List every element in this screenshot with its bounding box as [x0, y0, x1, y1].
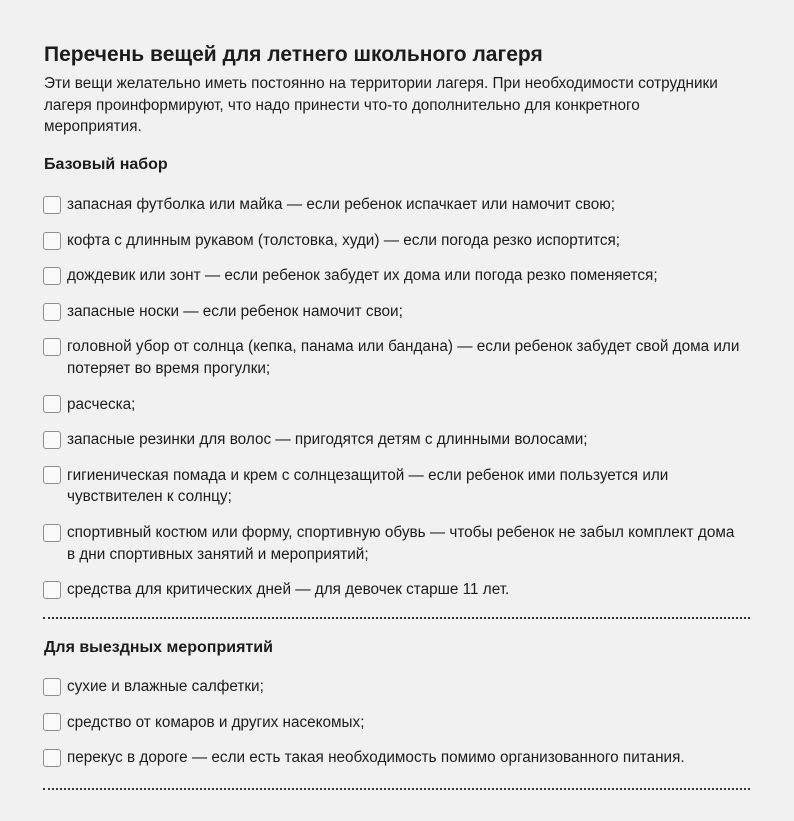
- checklist-item-text: сухие и влажные салфетки;: [67, 678, 264, 696]
- checkbox[interactable]: [43, 267, 61, 285]
- page-title: Перечень вещей для летнего школьного лагеря: [44, 43, 543, 66]
- checkbox[interactable]: [43, 524, 61, 542]
- checklist-item: [44, 747, 784, 769]
- checklist-item-text: средство от комаров и других насекомых;: [67, 713, 365, 731]
- checkbox[interactable]: [43, 749, 61, 767]
- checklist-item: [44, 265, 784, 287]
- checklist-item: [44, 429, 784, 451]
- checklist-item: [44, 301, 784, 323]
- section-basic-kit: [44, 154, 784, 601]
- section-field-trips: [44, 637, 784, 769]
- checklist-item: [44, 712, 784, 734]
- checkbox[interactable]: [43, 232, 61, 250]
- checklist-item: [44, 522, 784, 565]
- checklist-item-text: головной убор от солнца (кепка, панама или бандана) — если ребенок забудет свой дома или потеряет во время прогулки;: [67, 338, 740, 377]
- checklist: [44, 676, 784, 769]
- checkbox[interactable]: [43, 303, 61, 321]
- checklist-item-text: дождевик или зонт — если ребенок забудет их дома или погода резко поменяется;: [67, 267, 658, 285]
- checklist-item-text: запасная футболка или майка — если ребенок испачкает или намочит свою;: [67, 196, 615, 214]
- checklist-item: [44, 676, 784, 698]
- checklist-item-text: запасные резинки для волос — пригодятся детям с длинными волосами;: [67, 431, 588, 449]
- checkbox[interactable]: [43, 581, 61, 599]
- checkbox[interactable]: [43, 466, 61, 484]
- checklist-item-text: запасные носки — если ребенок намочит свои;: [67, 302, 403, 320]
- checkbox[interactable]: [43, 395, 61, 413]
- checklist-item: [44, 465, 784, 508]
- checklist-item: [44, 336, 784, 379]
- checklist-item-text: гигиеническая помада и крем с солнцезащитой — если ребенок ими пользуется или чувствителен к солнцу;: [67, 466, 669, 506]
- checklist-item-text: расческа;: [67, 395, 136, 413]
- checklist-item: [44, 579, 784, 601]
- checkbox[interactable]: [43, 338, 61, 356]
- checklist-item: [44, 230, 784, 252]
- section-heading: Для выездных мероприятий: [44, 638, 273, 656]
- dotted-divider: [43, 788, 750, 790]
- checklist-item: [44, 194, 784, 216]
- checklist: [44, 194, 784, 601]
- checkbox[interactable]: [43, 196, 61, 214]
- intro-text: Эти вещи желательно иметь постоянно на территории лагеря. При необходимости сотрудники лагеря проинформируют, что надо принести что-то дополнительно для конкретного мероприятия.: [44, 75, 718, 136]
- checklist-item-text: спортивный костюм или форму, спортивную обувь — чтобы ребенок не забыл комплект дома в дни спортивных занятий и мероприятий;: [67, 523, 735, 563]
- checklist-item-text: средства для критических дней — для девочек старше 11 лет.: [67, 581, 510, 599]
- checkbox[interactable]: [43, 713, 61, 731]
- checkbox[interactable]: [43, 431, 61, 449]
- dotted-divider: [43, 617, 750, 619]
- checklist-item-text: перекус в дороге — если есть такая необходимость помимо организованного питания.: [67, 749, 685, 767]
- checklist-item: [44, 394, 784, 416]
- section-heading: Базовый набор: [44, 156, 168, 173]
- checklist-item-text: кофта с длинным рукавом (толстовка, худи) — если погода резко испортится;: [67, 231, 621, 249]
- checkbox[interactable]: [43, 678, 61, 696]
